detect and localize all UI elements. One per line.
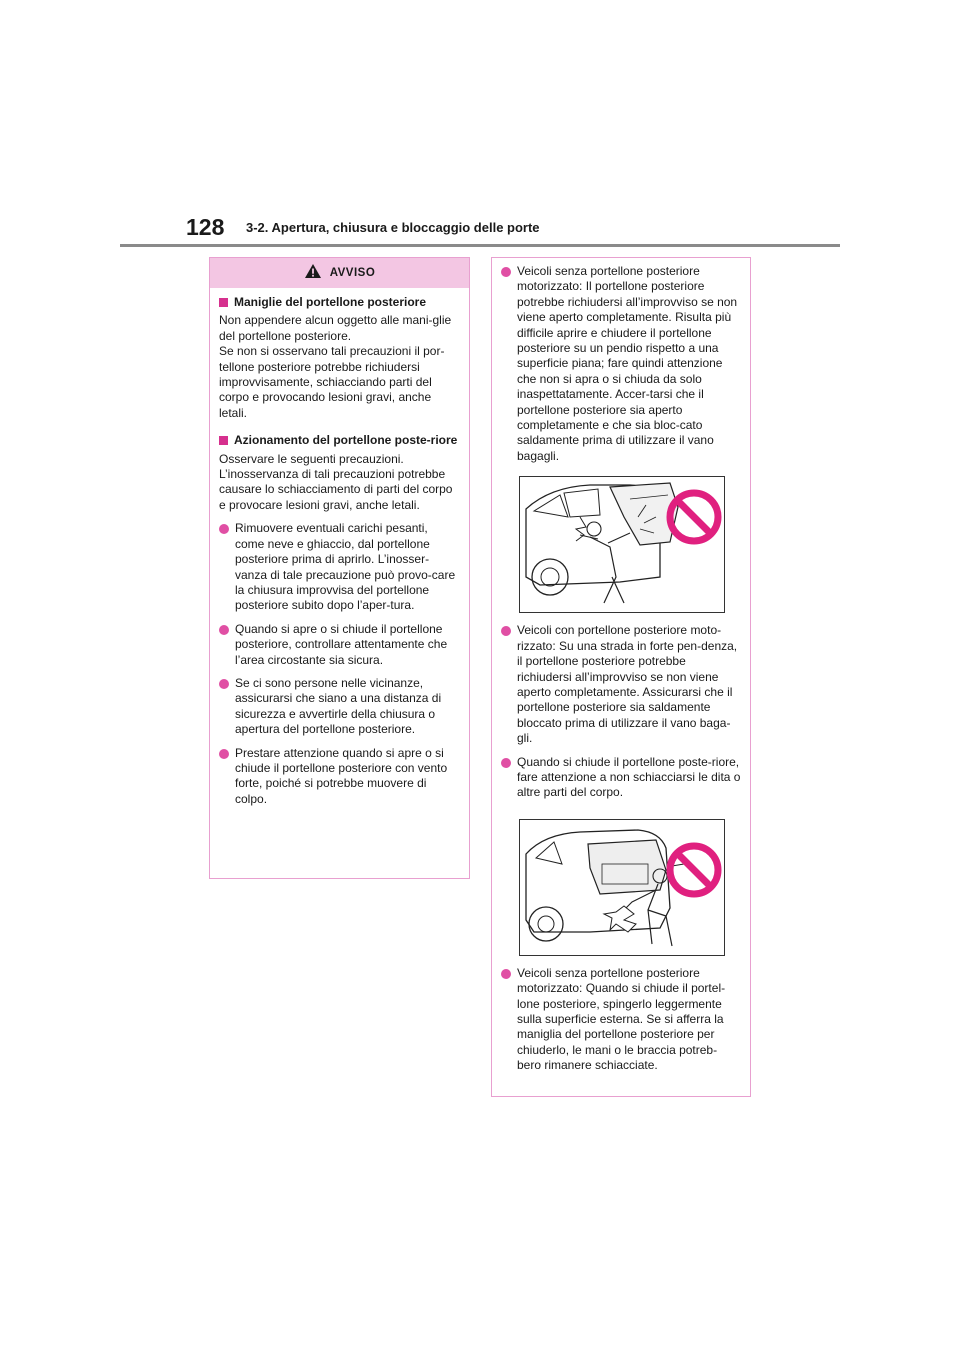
- list-item: Veicoli senza portellone posteriore motorizzato: Il portellone posteriore potrebbe richiudersi all’improvviso se non viene aperto completamente. Risulta più difficile aprire e chiudere il portellone posteriore su un pendio rispetto a una superficie piana; fare quindi attenzione che non si apra o si chiuda da solo inaspettatamente. Accer-tarsi che il portellone posteriore sia aperto completamente e che sia bloc-cato saldamente prima di utilizzare il vano bagagli.: [501, 264, 741, 464]
- warning-box-left: [209, 257, 470, 879]
- bullet-dot-icon: [219, 749, 229, 759]
- section-title: 3-2. Apertura, chiusura e bloccaggio delle porte: [246, 220, 540, 235]
- list-item: Prestare attenzione quando si apre o si chiude il portellone posteriore con vento forte, poiché si potrebbe muovere di colpo.: [219, 746, 460, 808]
- list-item: Veicoli senza portellone posteriore motorizzato: Quando si chiude il portel-lone posteriore, spingerlo leggermente sulla superficie esterna. Se si afferra la maniglia del portellone posteriore per chiuderlo, le mani o le braccia potreb-bero rimanere schiacciate.: [501, 966, 741, 1074]
- paragraph: Osservare le seguenti precauzioni. L’inosservanza di tali precauzioni potrebbe causare lo schiacciamento di parti del corpo e provocare lesioni gravi, anche letali.: [219, 451, 453, 512]
- bullet-dot-icon: [219, 524, 229, 534]
- list-item: Veicoli con portellone posteriore moto-rizzato: Su una strada in forte pen-denza, il portellone posteriore potrebbe richiudersi all’improvviso se non viene aperto completamente. Assicurarsi che il portellone posteriore sia saldamente bloccato prima di utilizzare il vano baga-gli.: [501, 623, 741, 746]
- paragraph: Non appendere alcun oggetto alle mani-glie del portellone posteriore.: [219, 313, 452, 343]
- bullet-dot-icon: [219, 679, 229, 689]
- bullet-dot-icon: [501, 267, 511, 277]
- bullet-dot-icon: [501, 969, 511, 979]
- warning-content-left: [210, 288, 469, 807]
- list-item: Quando si apre o si chiude il portellone posteriore, controllare attentamente che l’area circostante sia sicura.: [219, 622, 460, 668]
- subheading-tailgate-handles: Maniglie del portellone posteriore: [219, 295, 460, 310]
- header-rule: [120, 244, 840, 247]
- list-item: Quando si chiude il portellone poste-riore, fare attenzione a non schiacciarsi le dita o altre parti del corpo.: [501, 755, 741, 801]
- subheading-tailgate-operation: Azionamento del portellone poste-riore: [219, 433, 460, 448]
- square-bullet-icon: [219, 298, 228, 307]
- square-bullet-icon: [219, 436, 228, 445]
- list-item: Se ci sono persone nelle vicinanze, assicurarsi che siano a una distanza di sicurezza e avvertirle della chiusura o apertura del portellone posteriore.: [219, 676, 460, 738]
- warning-header: [210, 258, 469, 288]
- prohibition-icon: [665, 841, 723, 899]
- list-item: Rimuovere eventuali carichi pesanti, come neve e ghiaccio, dal portellone posteriore prima di aprirlo. L’inosser-vanza di tale precauzione può provo-care la chiusura improvvisa del portellone posteriore subito dopo l’aper-tura.: [219, 521, 460, 613]
- prohibition-icon: [665, 488, 723, 546]
- bullet-dot-icon: [219, 625, 229, 635]
- bullet-dot-icon: [501, 626, 511, 636]
- warning-box-right: [491, 257, 751, 1097]
- bullet-dot-icon: [501, 758, 511, 768]
- warning-content-right: [492, 258, 750, 1074]
- warning-triangle-icon: [304, 263, 322, 284]
- page-number: 128: [186, 214, 225, 240]
- warning-label: AVVISO: [329, 267, 376, 279]
- paragraph: Se non si osservano tali precauzioni il por-tellone posteriore potrebbe richiudersi improvvisamente, schiacciando parti del corpo e provocando lesioni gravi, anche letali.: [219, 344, 445, 420]
